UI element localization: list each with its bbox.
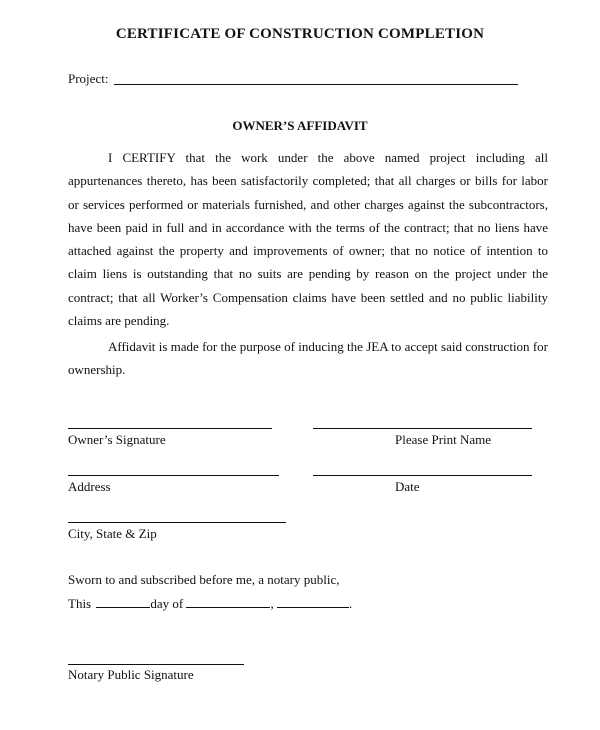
certification-paragraph: I CERTIFY that the work under the above named project including all appurtenances thereto, has been satisfactorily completed; that all charges or bills for labor or services performed or materials furnished, and other charges against the subcontractors, have been paid in full and in accordance with the terms of the contract; that no liens have attached against the property and improvements of owner; that no notice of intention to claim liens is outstanding that no suits are pending by reason on the project under the contract; that all Worker’s Compensation claims have been settled and no public liability claims are pending. — [68, 150, 548, 329]
day-blank[interactable] — [96, 595, 150, 608]
city-state-zip-label: City, State & Zip — [68, 526, 157, 541]
date-line[interactable] — [313, 475, 532, 476]
affidavit-heading: OWNER’S AFFIDAVIT — [232, 118, 368, 133]
day-of-label: day of — [150, 596, 184, 611]
print-name-label: Please Print Name — [395, 432, 492, 447]
date-label: Date — [395, 479, 420, 494]
affidavit-purpose-paragraph: Affidavit is made for the purpose of inducing the JEA to accept said construction for ownership. — [68, 339, 548, 378]
owner-signature-line[interactable] — [68, 428, 272, 429]
address-line[interactable] — [68, 475, 279, 476]
period-text: . — [348, 596, 353, 611]
address-label: Address — [68, 479, 111, 494]
project-label: Project: — [68, 71, 109, 86]
notary-date-line — [68, 595, 352, 612]
print-name-line[interactable] — [313, 428, 532, 429]
month-blank[interactable] — [186, 595, 270, 608]
year-blank[interactable] — [277, 595, 349, 608]
comma-text: , — [270, 596, 274, 611]
project-field-line[interactable] — [114, 84, 518, 85]
city-state-zip-line[interactable] — [68, 522, 286, 523]
owner-signature-label: Owner’s Signature — [68, 432, 166, 447]
document-title: CERTIFICATE OF CONSTRUCTION COMPLETION — [115, 26, 485, 42]
notary-signature-line[interactable] — [68, 664, 244, 665]
this-label: This — [68, 596, 92, 611]
sworn-statement: Sworn to and subscribed before me, a notary public, — [68, 572, 340, 587]
notary-signature-label: Notary Public Signature — [68, 667, 194, 682]
